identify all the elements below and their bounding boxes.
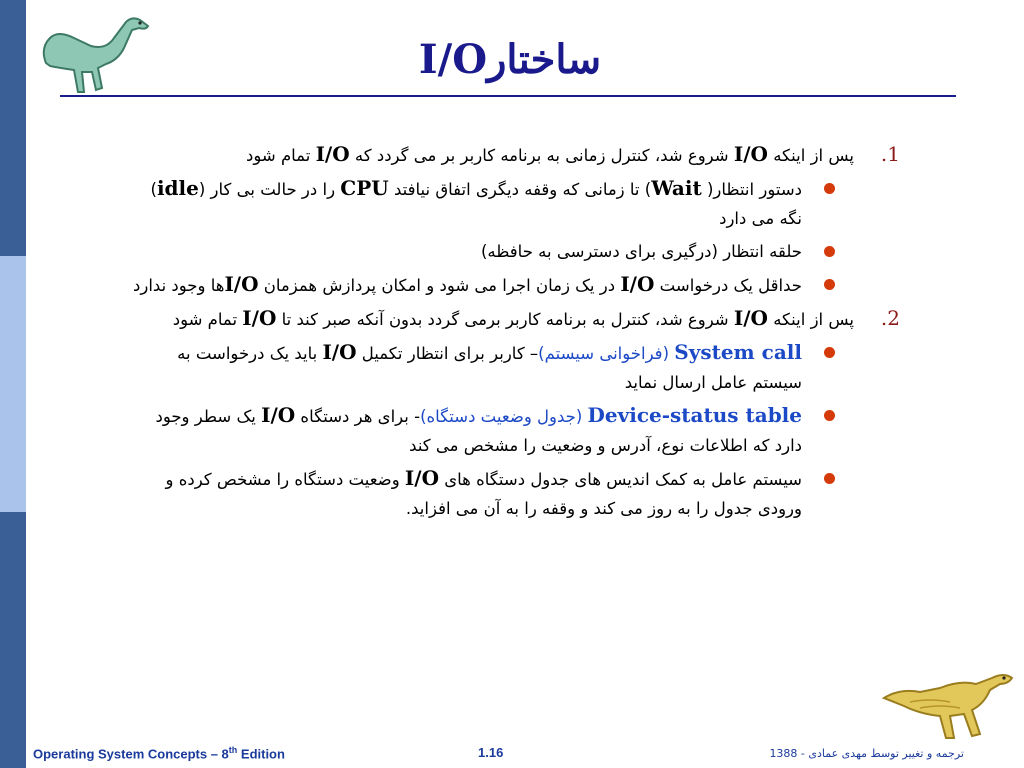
title-underline (60, 95, 956, 97)
term: I/O (242, 306, 277, 330)
footer-title-end: Edition (237, 746, 285, 762)
bullet-item (130, 237, 900, 266)
title-persian: ساختار (487, 36, 602, 83)
term: I/O (322, 340, 357, 364)
bullet-item (130, 464, 900, 523)
footer-book-title (33, 745, 285, 761)
title-io: I/O (418, 36, 488, 83)
text: ) نگه می دارد (150, 180, 802, 228)
text: یک سطر وجود دارد که اطلاعات نوع، آدرس و وضعیت را مشخص می کند (155, 407, 802, 455)
text: شروع شد، کنترل زمانی به برنامه کاربر بر می گردد که (349, 146, 734, 165)
numbered-item-1 (130, 140, 900, 170)
left-sidebar (0, 0, 26, 768)
bullet-icon (824, 246, 835, 257)
bullet-item (130, 401, 900, 460)
term: I/O (733, 142, 768, 166)
text: حداقل یک درخواست (654, 276, 802, 295)
footer-title-sup: th (228, 745, 238, 755)
sidebar-band-bottom (0, 512, 26, 768)
bullet-icon (824, 347, 835, 358)
text: ها وجود ندارد (133, 276, 225, 295)
term: I/O (261, 403, 296, 427)
bullet-item (130, 174, 900, 233)
footer-title-main: Operating System Concepts – 8 (33, 746, 229, 762)
term: System call (674, 340, 802, 364)
term: idle (156, 176, 199, 200)
sidebar-band-middle (0, 256, 26, 512)
term: I/O (224, 272, 259, 296)
slide-title (300, 30, 720, 90)
text: باید یک درخواست به سیستم عامل ارسال نماید (177, 344, 802, 392)
text: تمام شود (246, 146, 316, 165)
bullet-icon (824, 410, 835, 421)
term: I/O (620, 272, 655, 296)
term: I/O (733, 306, 768, 330)
text: دستور انتظار( (701, 180, 802, 199)
text: در یک زمان اجرا می شود و امکان پردازش همزمان (258, 276, 621, 295)
bullet-icon (824, 183, 835, 194)
dinosaur-top-icon (36, 8, 156, 96)
text: - برای هر دستگاه (295, 407, 421, 426)
term: Device-status table (587, 403, 802, 427)
term: CPU (340, 176, 389, 200)
term: I/O (315, 142, 350, 166)
text: ) تا زمانی که وقفه دیگری اتفاق نیافتد (388, 180, 652, 199)
text: پس از اینکه (767, 146, 854, 165)
text: پس از اینکه (767, 310, 854, 329)
text: حلقه انتظار (درگیری برای دسترسی به حافظه) (480, 242, 802, 261)
dinosaur-bottom-icon (880, 658, 1016, 742)
numbered-item-2 (130, 304, 900, 334)
sidebar-band-top (0, 0, 26, 256)
text: سیستم عامل به کمک اندیس های جدول دستگاه های (439, 470, 802, 489)
term: I/O (404, 466, 439, 490)
footer-translator: ترجمه و تغییر توسط مهدی عمادی - 1388 (769, 747, 964, 760)
term: Wait (651, 176, 702, 200)
footer-page-number: 1.16 (478, 745, 504, 760)
item-number: 2. (880, 306, 900, 330)
bullet-icon (824, 473, 835, 484)
slide-content (130, 140, 900, 527)
footer (0, 745, 1024, 765)
text: وضعیت دستگاه را مشخص کرده و ورودی جدول را به روز می کند و وقفه را به آن می افزاید. (165, 470, 802, 518)
text: (فراخوانی سیستم) (538, 344, 675, 363)
text: (جدول وضعیت دستگاه) (420, 407, 588, 426)
bullet-icon (824, 279, 835, 290)
bullet-item (130, 338, 900, 397)
bullet-item (130, 270, 900, 300)
text: را در حالت بی کار ( (198, 180, 341, 199)
text: شروع شد، کنترل به برنامه کاربر برمی گردد بدون آنکه صبر کند تا (276, 310, 734, 329)
item-number: 1. (880, 142, 900, 166)
text: – کاربر برای انتظار تکمیل (356, 344, 539, 363)
text: تمام شود (172, 310, 243, 329)
